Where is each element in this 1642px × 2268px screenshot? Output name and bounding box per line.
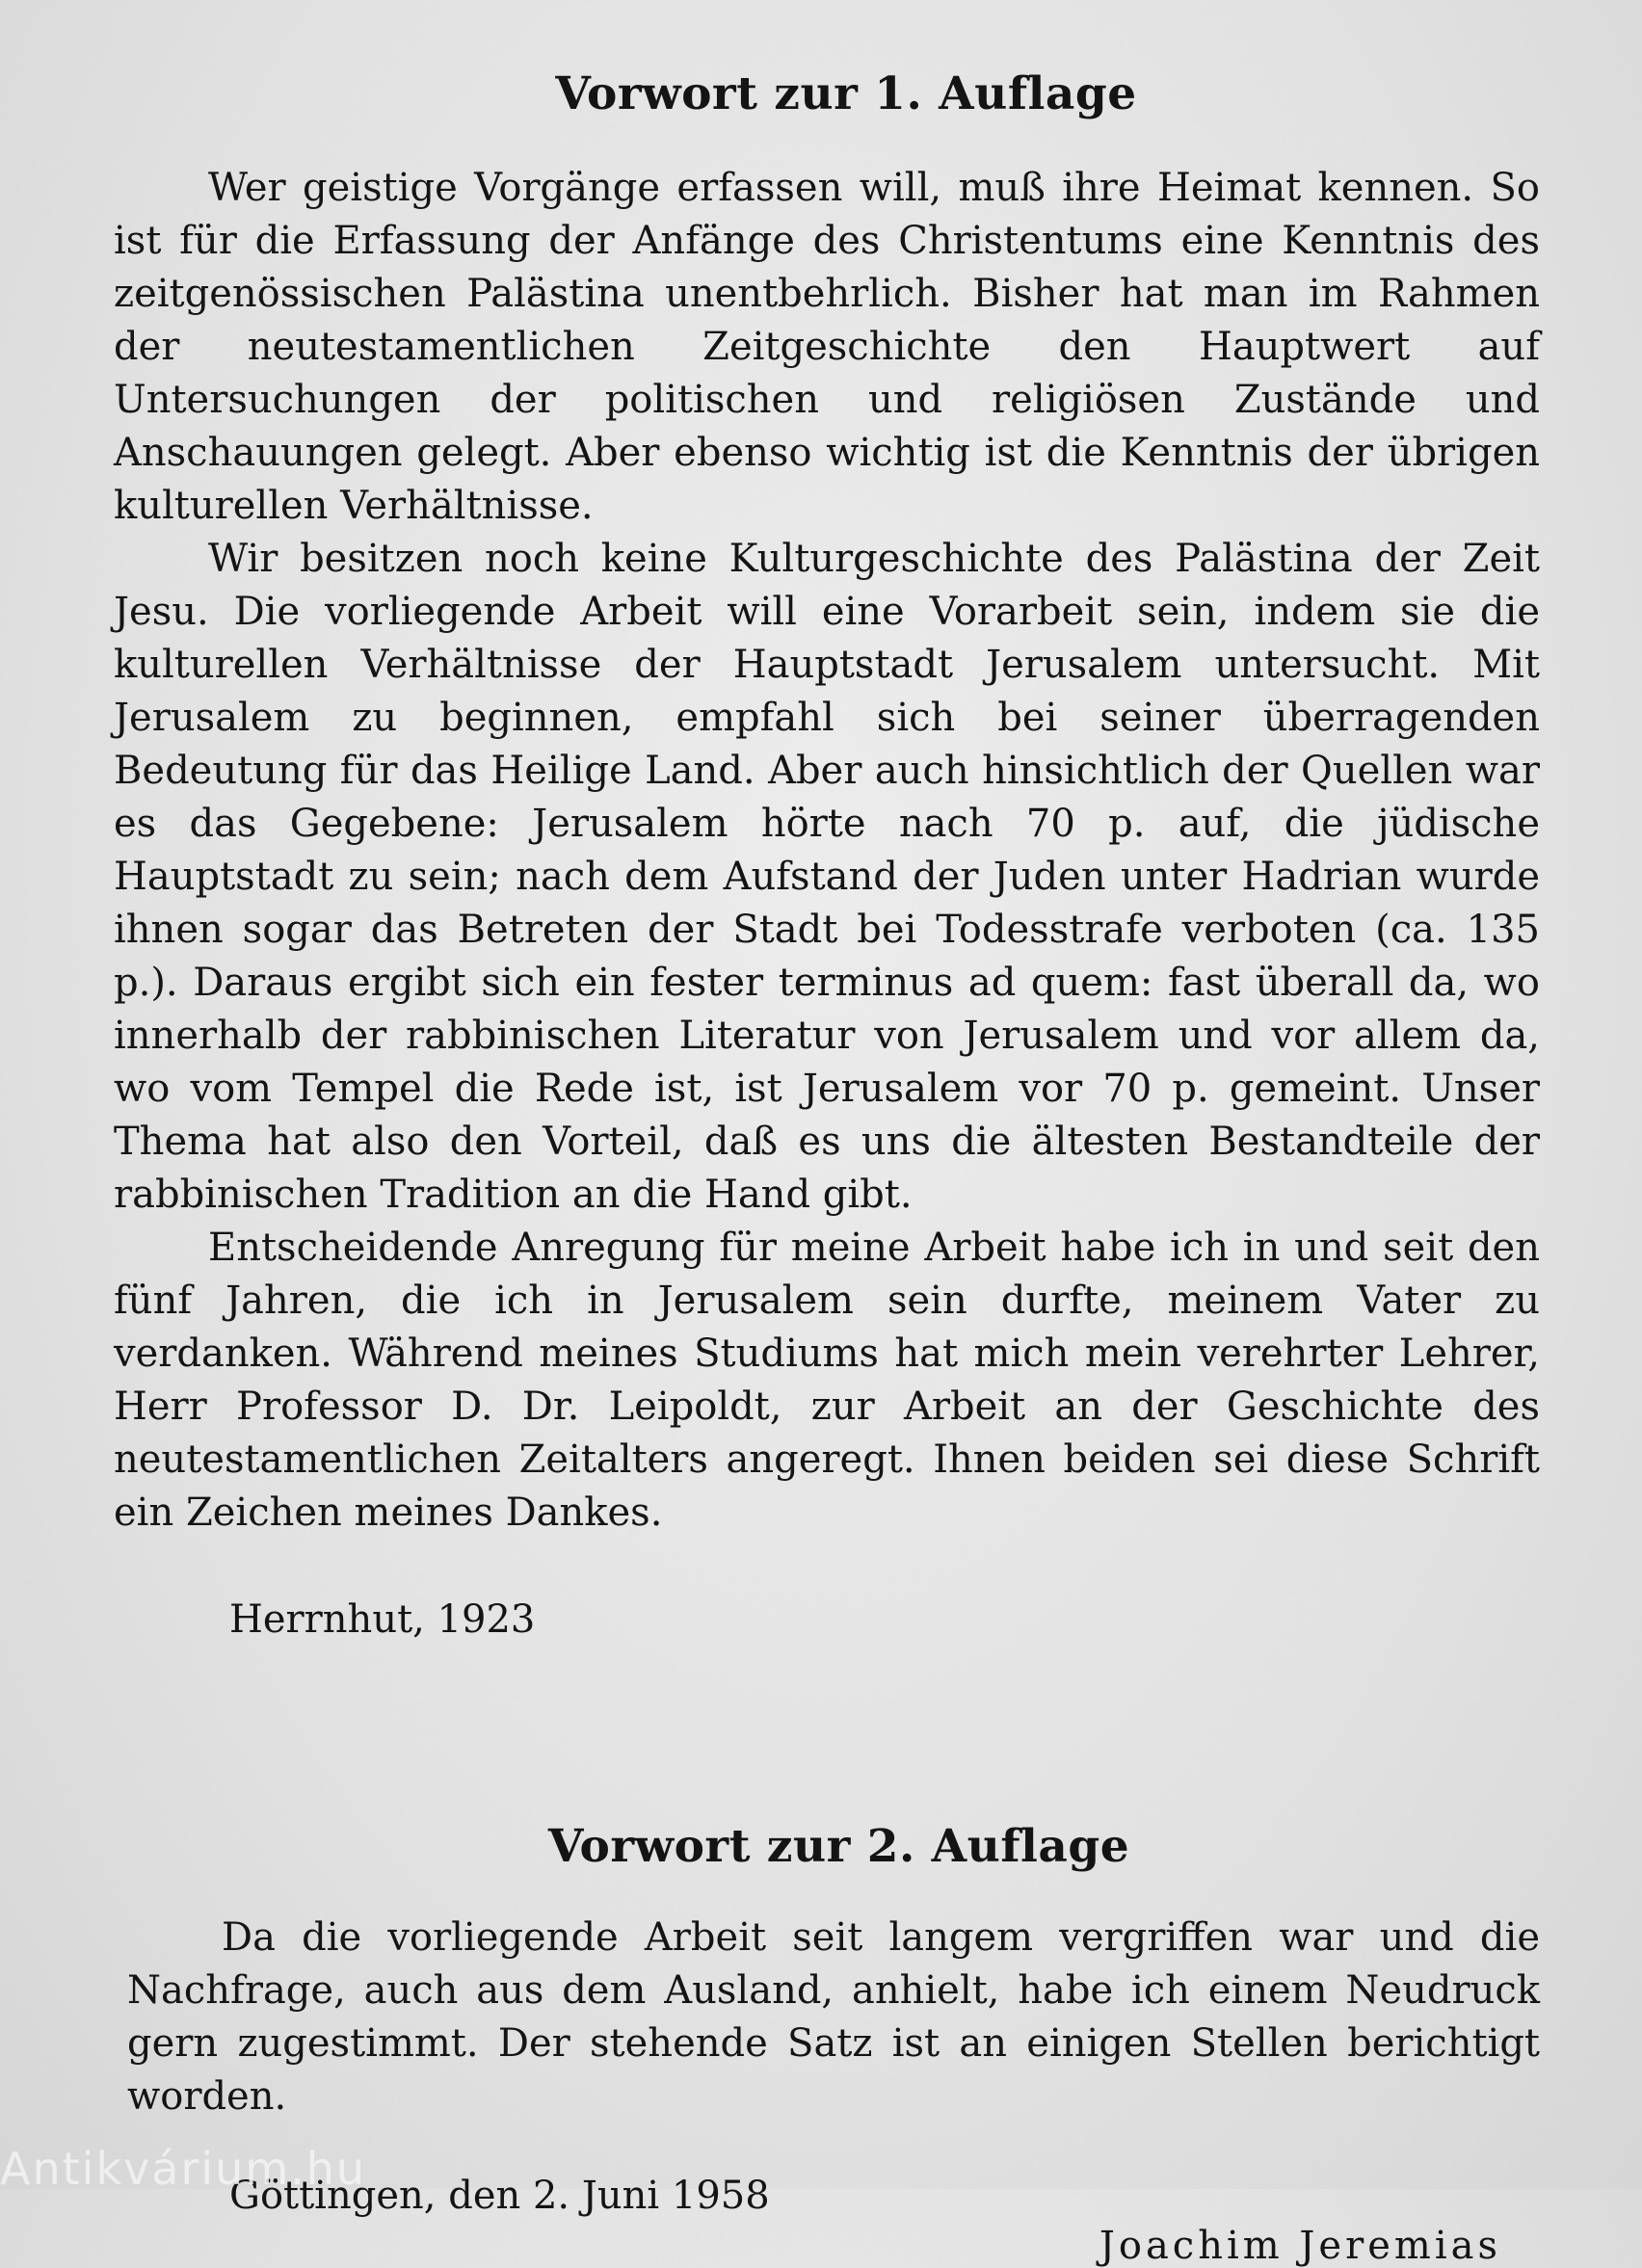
preface-1-paragraph-1: Wer geistige Vorgänge erfassen will, muß ihre Heimat kennen. So ist für die Erfassung der Anfänge des Christentums eine Kenntnis des zeitgenössischen Palästina unentbehrlich. Bisher hat man im Rahmen der neutestamentlichen Zeitgeschichte den Hauptwert auf Untersuchungen der politischen und religiösen Zustände und Anschauungen gelegt. Aber ebenso wichtig ist die Kenntnis der übrigen kulturellen Verhältnisse.: [114, 166, 1540, 529]
preface-2-title: Vorwort zur 2. Auflage: [547, 1820, 1130, 1874]
preface-1-paragraph-2: Wir besitzen noch keine Kulturgeschichte des Palästina der Zeit Jesu. Die vorliegende Arbeit will eine Vorarbeit sein, indem sie die kulturellen Verhältnisse der Hauptstadt Jerusalem untersucht. Mit Jerusalem zu beginnen, empfahl sich bei seiner überragenden Bedeutung für das Heilige Land. Aber auch hinsichtlich der Quellen war es das Gegebene: Jerusalem hörte nach 70 p. auf, die jüdische Hauptstadt zu sein; nach dem Aufstand der Juden unter Hadrian wurde ihnen sogar das Betreten der Stadt bei Todesstrafe verboten (ca. 135 p.). Daraus ergibt sich ein fester terminus ad quem: fast überall da, wo innerhalb der rabbinischen Literatur von Jerusalem und vor allem da, wo vom Tempel die Rede ist, ist Jerusalem vor 70 p. gemeint. Unser Thema hat also den Vorteil, daß es uns die ältesten Bestandteile der rabbinischen Tradition an die Hand gibt.: [114, 537, 1540, 1218]
preface-1-body: [114, 162, 1540, 1540]
preface-1-title: Vorwort zur 1. Auflage: [555, 67, 1137, 120]
document-page: [114, 67, 1540, 2268]
preface-2-place-date: Göttingen, den 2. Juni 1958: [229, 2173, 770, 2218]
preface-1-paragraph-3: Entscheidende Anregung für meine Arbeit habe ich in und seit den fünf Jahren, die ich in Jerusalem sein durfte, meinem Vater zu verdanken. Während meines Studiums hat mich mein verehrter Lehrer, Herr Professor D. Dr. Leipoldt, zur Arbeit an der Geschichte des neutestamentlichen Zeitalters angeregt. Ihnen beiden sei diese Schrift ein Zeichen meines Dankes.: [114, 1226, 1540, 1536]
preface-1-place-date: Herrnhut, 1923: [229, 1597, 536, 1643]
preface-2-paragraph: Da die vorliegende Arbeit seit langem vergriffen war und die Nachfrage, auch aus dem Ausland, anhielt, habe ich einem Neudruck gern zugestimmt. Der stehende Satz ist an einigen Stellen berichtigt worden.: [127, 1914, 1540, 2119]
watermark: Antikvárium.hu: [0, 2143, 367, 2195]
preface-2-body: [127, 1912, 1540, 2123]
author-signature: Joachim Jeremias: [1099, 2223, 1501, 2268]
